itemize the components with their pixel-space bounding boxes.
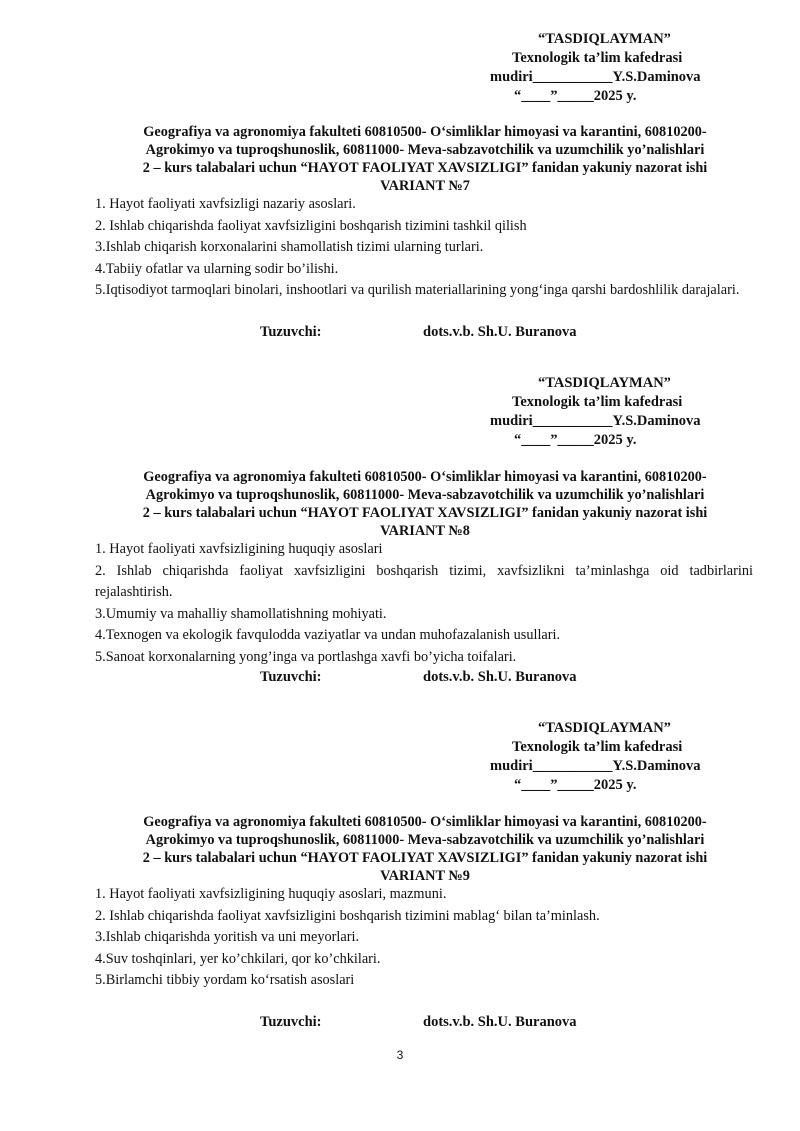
header-line-2: Agrokimyo va tuproqshunoslik, 60811000- Meva-sabzavotchilik va uzumchilik yo’nalishlari bbox=[145, 487, 705, 503]
approval-title: “TASDIQLAYMAN” bbox=[538, 375, 671, 391]
approval-department: Texnologik ta’lim kafedrasi bbox=[512, 394, 683, 410]
exam-header bbox=[95, 468, 755, 540]
question-item: 1. Hayot faoliyati xavfsizligi nazariy asoslari. bbox=[95, 196, 356, 212]
question-item: 3.Ishlab chiqarish korxonalarini shamollatish tizimi ularning turlari. bbox=[95, 239, 484, 255]
signer-name: dots.v.b. Sh.U. Buranova bbox=[423, 669, 577, 685]
header-line-2: Agrokimyo va tuproqshunoslik, 60811000- Meva-sabzavotchilik va uzumchilik yo’nalishlari bbox=[145, 142, 705, 158]
variant-title: VARIANT №7 bbox=[380, 178, 470, 194]
question-list bbox=[95, 194, 753, 302]
approval-stamp bbox=[490, 30, 740, 106]
approval-date: “____”_____2025 y. bbox=[514, 88, 637, 104]
header-line-3: 2 – kurs talabalari uchun “HAYOT FAOLIYAT XAVSIZLIGI” fanidan yakuniy nazorat ishi bbox=[142, 505, 708, 521]
approval-stamp bbox=[490, 719, 740, 795]
approval-head: mudiri___________Y.S.Daminova bbox=[490, 69, 701, 85]
approval-date: “____”_____2025 y. bbox=[514, 777, 637, 793]
question-list bbox=[95, 539, 753, 668]
question-item: 4.Suv toshqinlari, yer ko’chkilari, qor ko’chkilari. bbox=[95, 950, 381, 967]
approval-stamp bbox=[490, 374, 740, 450]
exam-header bbox=[95, 813, 755, 885]
signer-label: Tuzuvchi: bbox=[260, 324, 322, 340]
question-item: 5.Sanoat korxonalarning yong’inga va portlashga xavfi bo’yicha toifalari. bbox=[95, 648, 517, 665]
question-item: 2. Ishlab chiqarishda faoliyat xavfsizligini boshqarish tizimi, xavfsizlikni ta’minlashga oid tadbirlarini rejalashtirish. bbox=[95, 562, 753, 600]
approval-head: mudiri___________Y.S.Daminova bbox=[490, 758, 701, 774]
header-line-1: Geografiya va agronomiya fakulteti 60810500- O‘simliklar himoyasi va karantini, 60810200- bbox=[143, 814, 707, 830]
header-line-3: 2 – kurs talabalari uchun “HAYOT FAOLIYAT XAVSIZLIGI” fanidan yakuniy nazorat ishi bbox=[142, 160, 708, 176]
page-number: 3 bbox=[396, 1048, 404, 1062]
approval-department: Texnologik ta’lim kafedrasi bbox=[512, 50, 683, 66]
header-line-1: Geografiya va agronomiya fakulteti 60810500- O‘simliklar himoyasi va karantini, 60810200- bbox=[143, 124, 707, 140]
approval-title: “TASDIQLAYMAN” bbox=[538, 720, 671, 736]
approval-title: “TASDIQLAYMAN” bbox=[538, 31, 671, 47]
variant-title: VARIANT №9 bbox=[380, 868, 470, 884]
question-item: 1. Hayot faoliyati xavfsizligining huquqiy asoslari bbox=[95, 541, 383, 557]
approval-date: “____”_____2025 y. bbox=[514, 432, 637, 448]
variant-title: VARIANT №8 bbox=[380, 523, 470, 539]
approval-head: mudiri___________Y.S.Daminova bbox=[490, 413, 701, 429]
header-line-2: Agrokimyo va tuproqshunoslik, 60811000- Meva-sabzavotchilik va uzumchilik yo’nalishlari bbox=[145, 832, 705, 848]
question-list bbox=[95, 884, 753, 992]
question-item: 4.Texnogen va ekologik favqulodda vaziyatlar va undan muhofazalanish usullari. bbox=[95, 627, 561, 643]
signer-name: dots.v.b. Sh.U. Buranova bbox=[423, 324, 577, 340]
question-item: 2. Ishlab chiqarishda faoliyat xavfsizligini boshqarish tizimini mablag‘ bilan ta’minlash. bbox=[95, 907, 600, 924]
question-item: 4.Tabiiy ofatlar va ularning sodir bo’ilishi. bbox=[95, 260, 339, 277]
question-item: 1. Hayot faoliyati xavfsizligining huquqiy asoslari, mazmuni. bbox=[95, 886, 447, 902]
signer-label: Tuzuvchi: bbox=[260, 669, 322, 685]
question-item: 2. Ishlab chiqarishda faoliyat xavfsizligini boshqarish tizimini tashkil qilish bbox=[95, 217, 527, 234]
question-item: 5.Birlamchi tibbiy yordam ko‘rsatish asoslari bbox=[95, 972, 355, 988]
question-item: 3.Ishlab chiqarishda yoritish va uni meyorlari. bbox=[95, 929, 360, 945]
question-item: 5.Iqtisodiyot tarmoqlari binolari, inshootlari va qurilish materiallarining yong‘inga qarshi bardoshlilik darajalari. bbox=[95, 282, 740, 298]
signer-name: dots.v.b. Sh.U. Buranova bbox=[423, 1014, 577, 1030]
question-item: 3.Umumiy va mahalliy shamollatishning mohiyati. bbox=[95, 605, 387, 622]
approval-department: Texnologik ta’lim kafedrasi bbox=[512, 739, 683, 755]
header-line-1: Geografiya va agronomiya fakulteti 60810500- O‘simliklar himoyasi va karantini, 60810200- bbox=[143, 469, 707, 485]
exam-header bbox=[95, 123, 755, 195]
signer-label: Tuzuvchi: bbox=[260, 1014, 322, 1030]
header-line-3: 2 – kurs talabalari uchun “HAYOT FAOLIYAT XAVSIZLIGI” fanidan yakuniy nazorat ishi bbox=[142, 850, 708, 866]
